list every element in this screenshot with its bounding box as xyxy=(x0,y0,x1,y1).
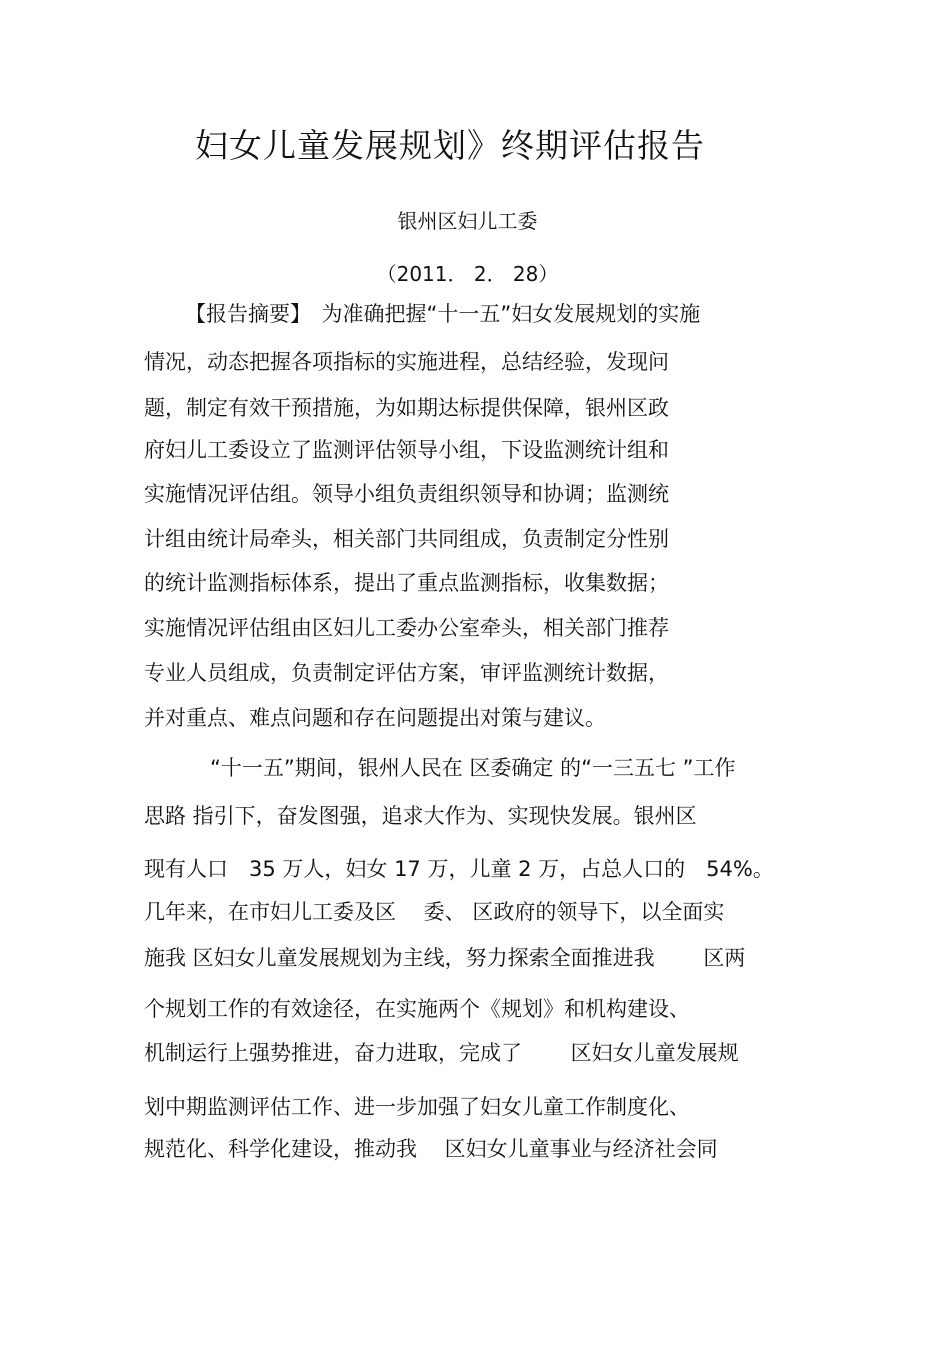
body-line: 规范化、科学化建设，推动我 区妇女儿童事业与经济社会同 xyxy=(144,1137,718,1161)
body-line: 划中期监测评估工作、进一步加强了妇女儿童工作制度化、 xyxy=(144,1095,690,1119)
abstract-line: 实施情况评估组。领导小组负责组织领导和协调；监测统 xyxy=(144,482,669,506)
body-line: 思路 指引下，奋发图强，追求大作为、实现快发展。银州区 xyxy=(144,804,697,828)
document-title: 妇女儿童发展规划》终期评估报告 xyxy=(195,126,705,165)
abstract-line: 题，制定有效干预措施，为如期达标提供保障，银州区政 xyxy=(144,396,669,420)
abstract-line: 府妇儿工委设立了监测评估领导小组，下设监测统计组和 xyxy=(144,438,669,462)
body-line: 几年来，在市妇儿工委及区 委、 区政府的领导下，以全面实 xyxy=(144,900,725,924)
body-line: 机制运行上强势推进，奋力进取，完成了 区妇女儿童发展规 xyxy=(144,1041,739,1065)
abstract-line: 【报告摘要】 为准确把握“十一五”妇女发展规划的实施 xyxy=(185,302,701,326)
organization-name: 银州区妇儿工委 xyxy=(397,209,538,233)
abstract-line: 的统计监测指标体系，提出了重点监测指标，收集数据； xyxy=(144,571,669,595)
body-line: “十一五”期间，银州人民在 区委确定 的“一三五七 ”工作 xyxy=(210,756,736,780)
body-line: 现有人口 35 万人，妇女 17 万，儿童 2 万，占总人口的 54%。 xyxy=(144,857,774,881)
abstract-line: 计组由统计局牵头，相关部门共同组成，负责制定分性别 xyxy=(144,527,669,551)
body-line: 个规划工作的有效途径，在实施两个《规划》和机构建设、 xyxy=(144,997,690,1021)
body-line: 施我 区妇女儿童发展规划为主线，努力探索全面推进我 区两 xyxy=(144,946,746,970)
document-date: （2011． 2． 28） xyxy=(376,262,559,286)
abstract-line: 专业人员组成，负责制定评估方案，审评监测统计数据， xyxy=(144,661,669,685)
abstract-line: 实施情况评估组由区妇儿工委办公室牵头，相关部门推荐 xyxy=(144,616,669,640)
abstract-line: 并对重点、难点问题和存在问题提出对策与建议。 xyxy=(144,706,606,730)
abstract-line: 情况，动态把握各项指标的实施进程，总结经验，发现问 xyxy=(144,350,669,374)
